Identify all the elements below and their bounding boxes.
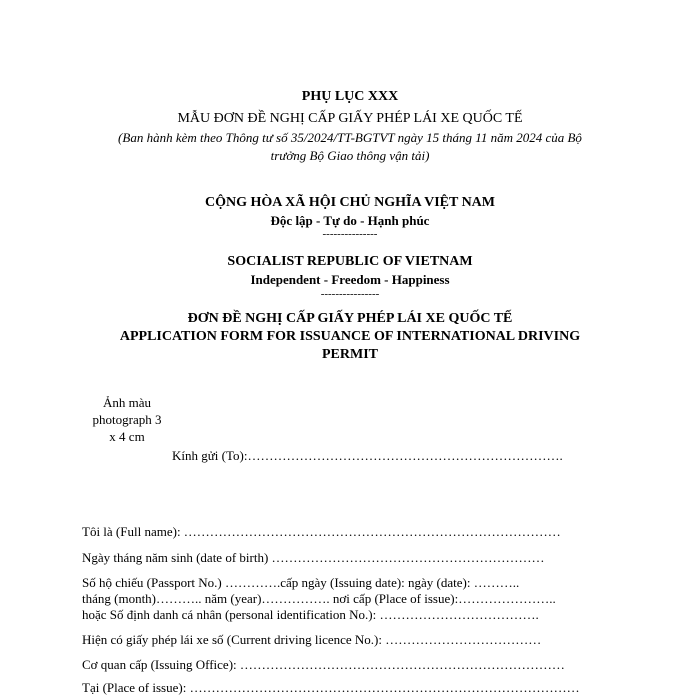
addressee-field[interactable]: Kính gửi (To):………………………………………………………………. bbox=[172, 448, 563, 463]
motto-en: Independent - Freedom - Happiness bbox=[250, 272, 450, 287]
personal-id-field[interactable]: hoặc Số định danh cá nhân (personal identification No.): ………………………………. bbox=[82, 607, 539, 622]
issuing-office-field[interactable]: Cơ quan cấp (Issuing Office): ………………………………………………………………… bbox=[82, 657, 565, 672]
photo-label-en: photograph 3 bbox=[92, 412, 162, 427]
photo-label-vi: Ảnh màu bbox=[102, 395, 152, 410]
motto-vi: Độc lập - Tự do - Hạnh phúc bbox=[270, 213, 430, 228]
country-name-en: SOCIALIST REPUBLIC OF VIETNAM bbox=[227, 254, 473, 269]
issuance-note-line-2: trưởng Bộ Giao thông vận tải) bbox=[270, 148, 430, 163]
form-title-vi: ĐƠN ĐỀ NGHỊ CẤP GIẤY PHÉP LÁI XE QUỐC TẾ bbox=[187, 311, 513, 326]
form-name: MẪU ĐƠN ĐỀ NGHỊ CẤP GIẤY PHÉP LÁI XE QUỐC TẾ bbox=[177, 111, 523, 126]
appendix-heading: PHỤ LỤC XXX bbox=[301, 89, 399, 104]
date-of-birth-field[interactable]: Ngày tháng năm sinh (date of birth) ……………………………………………………… bbox=[82, 550, 545, 565]
place-of-issue-field[interactable]: Tại (Place of issue): ……………………………………………………………………………… bbox=[82, 680, 580, 695]
photo-size: x 4 cm bbox=[109, 429, 145, 444]
issuance-note-line-1: (Ban hành kèm theo Thông tư số 35/2024/TT-BGTVT ngày 15 tháng 11 năm 2024 của Bộ bbox=[118, 130, 582, 145]
form-title-en-line-1: APPLICATION FORM FOR ISSUANCE OF INTERNATIONAL DRIVING bbox=[119, 329, 581, 344]
current-licence-field[interactable]: Hiện có giấy phép lái xe số (Current driving licence No.): ……………………………… bbox=[82, 632, 542, 647]
country-name-vi: CỘNG HÒA XÃ HỘI CHỦ NGHĨA VIỆT NAM bbox=[204, 195, 495, 210]
form-title-en-line-2: PERMIT bbox=[322, 347, 378, 362]
divider-vi: --------------- bbox=[322, 228, 378, 240]
passport-field-line-2[interactable]: tháng (month)……….. năm (year)……………. nơi cấp (Place of issue):………………….. bbox=[82, 591, 556, 606]
passport-field-line-1[interactable]: Số hộ chiếu (Passport No.) ………….cấp ngày (Issuing date): ngày (date): ……….. bbox=[82, 575, 520, 590]
full-name-field[interactable]: Tôi là (Full name): …………………………………………………………………………… bbox=[82, 524, 561, 539]
photo-placeholder bbox=[82, 394, 172, 445]
divider-en: ---------------- bbox=[320, 288, 380, 300]
